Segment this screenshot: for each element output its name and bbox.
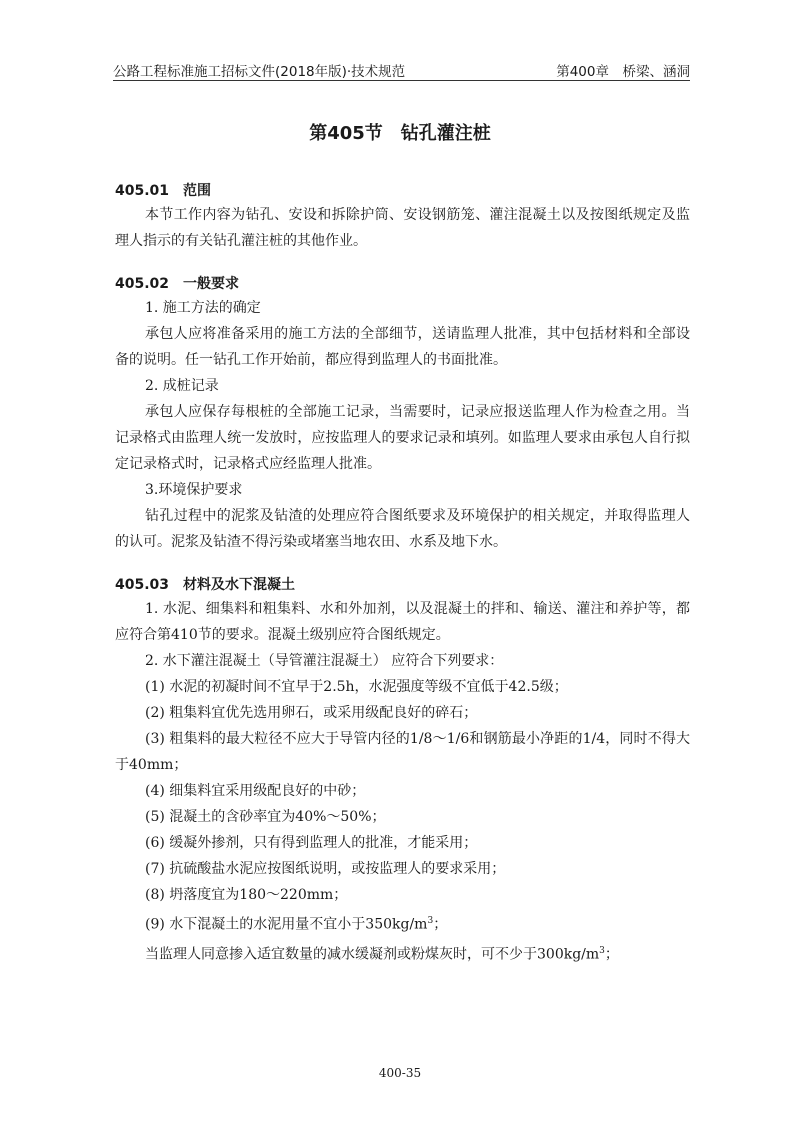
item-title-pile-records: 2. 成桩记录: [145, 378, 219, 394]
header-divider: [113, 80, 690, 81]
heading-405-02: 405.02 一般要求: [115, 276, 240, 292]
paragraph-environment: 钻孔过程中的泥浆及钻渣的处理应符合图纸要求及环境保护的相关规定，并取得监理人的认可。泥浆及钻渣不得污染或堵塞当地农田、水系及地下水。: [115, 508, 690, 550]
requirement-9-note-superscript: 3: [599, 945, 605, 956]
running-header: [113, 58, 690, 80]
paragraph-pile-records: 承包人应保存每根桩的全部施工记录，当需要时，记录应报送监理人作为检查之用。当记录格式由监理人统一发放时，应按监理人的要求记录和填列。如监理人要求由承包人自行拟定记录格式时，记录格式应经监理人批准。: [115, 404, 690, 472]
requirement-9-note-end: ；: [604, 946, 619, 963]
heading-405-01: 405.01 范围: [115, 183, 212, 199]
requirement-9-note: [115, 938, 690, 968]
requirement-9-note-text: 当监理人同意掺入适宜数量的减水缓凝剂或粉煤灰时，可不少于300kg/m: [145, 946, 600, 963]
requirement-5: (5) 混凝土的含砂率宜为40%～50%；: [145, 809, 386, 825]
requirement-4: (4) 细集料宜采用级配良好的中砂；: [145, 783, 366, 799]
requirement-2: (2) 粗集料宜优先选用卵石，或采用级配良好的碎石；: [145, 705, 478, 721]
item-title-environment: 3.环境保护要求: [145, 482, 243, 498]
item-title-construction-method: 1. 施工方法的确定: [145, 300, 261, 316]
section-title: 第405节 钻孔灌注桩: [309, 123, 491, 144]
requirement-1: (1) 水泥的初凝时间不宜早于2.5h，水泥强度等级不宜低于42.5级；: [145, 679, 568, 695]
header-document-title: 公路工程标准施工招标文件(2018年版)·技术规范: [113, 64, 406, 80]
body-content: [115, 180, 690, 967]
requirement-8: (8) 坍落度宜为180～220mm；: [145, 887, 348, 903]
requirement-9-superscript: 3: [427, 916, 434, 926]
requirement-6: (6) 缓凝外掺剂，只有得到监理人的批准，才能采用；: [145, 835, 478, 851]
requirement-9-text: (9) 水下混凝土的水泥用量不宜小于350kg/m: [145, 916, 428, 933]
paragraph-scope: 本节工作内容为钻孔、安设和拆除护筒、安设钢筋笼、灌注混凝土以及按图纸规定及监理人指示的有关钻孔灌注桩的其他作业。: [115, 207, 690, 249]
paragraph-underwater-concrete: 2. 水下灌注混凝土（导管灌注混凝土） 应符合下列要求：: [145, 653, 504, 669]
paragraph-construction-method: 承包人应将准备采用的施工方法的全部细节，送请监理人批准，其中包括材料和全部设备的说明。任一钻孔工作开始前，都应得到监理人的书面批准。: [115, 326, 690, 368]
requirement-3: (3) 粗集料的最大粒径不应大于导管内径的1/8～1/6和钢筋最小净距的1/4，同时不得大于40mm；: [115, 731, 690, 773]
page-number: 400-35: [378, 1066, 422, 1080]
requirement-9-end: ；: [433, 916, 448, 933]
requirement-9: [115, 908, 690, 938]
requirement-7: (7) 抗硫酸盐水泥应按图纸说明，或按监理人的要求采用；: [145, 861, 506, 877]
header-chapter-title: 第400章 桥梁、涵洞: [556, 64, 690, 80]
heading-405-03: 405.03 材料及水下混凝土: [115, 577, 296, 593]
paragraph-materials: 1. 水泥、细集料和粗集料、水和外加剂，以及混凝土的拌和、输送、灌注和养护等，都应符合第410节的要求。混凝土级别应符合图纸规定。: [115, 601, 690, 643]
